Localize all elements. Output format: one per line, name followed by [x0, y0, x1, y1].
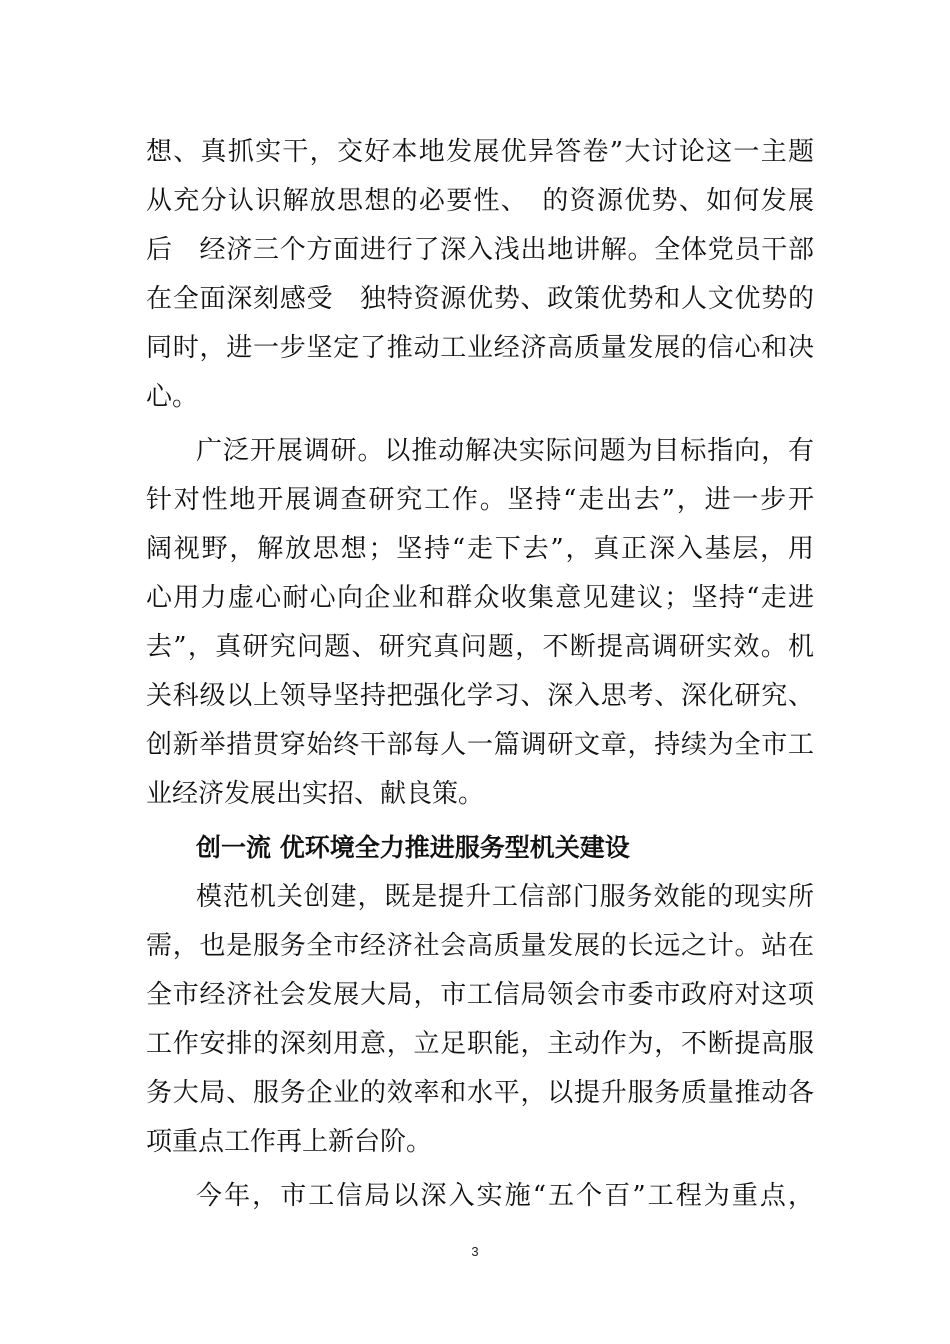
paragraph-2-line-7: 创新举措贯穿始终干部每人一篇调研文章，持续为全市工 [146, 730, 814, 760]
paragraph-1-line-5: 同时，进一步坚定了推动工业经济高质量发展的信心和决 [146, 333, 814, 363]
paragraph-2-line-1: 广泛开展调研。以推动解决实际问题为目标指向，有 [196, 436, 814, 466]
paragraph-3-line-2: 需，也是服务全市经济社会高质量发展的长远之计。站在 [146, 931, 814, 961]
paragraph-2-line-6: 关科级以上领导坚持把强化学习、深入思考、深化研究、 [146, 681, 814, 711]
paragraph-1-line-4: 在全面深刻感受 独特资源优势、政策优势和人文优势的 [146, 284, 814, 314]
paragraph-3-line-4: 工作安排的深刻用意，立足职能，主动作为，不断提高服 [146, 1029, 814, 1059]
paragraph-3-line-6: 项重点工作再上新台阶。 [146, 1127, 433, 1157]
section-heading: 创一流 优环境全力推进服务型机关建设 [196, 833, 630, 862]
paragraph-3-line-1: 模范机关创建，既是提升工信部门服务效能的现实所 [196, 882, 814, 912]
paragraph-4-line-1: 今年，市工信局以深入实施“五个百”工程为重点， [196, 1181, 814, 1211]
paragraph-1-line-3: 后 经济三个方面进行了深入浅出地讲解。全体党员干部 [146, 235, 814, 265]
paragraph-1-line-2: 从充分认识解放思想的必要性、 的资源优势、如何发展 [146, 186, 814, 216]
paragraph-3-line-3: 全市经济社会发展大局，市工信局领会市委市政府对这项 [146, 980, 814, 1010]
paragraph-1-line-6: 心。 [146, 382, 199, 412]
paragraph-1-line-1: 想、真抓实干，交好本地发展优异答卷”大讨论这一主题 [146, 137, 814, 167]
paragraph-3-line-5: 务大局、服务企业的效率和水平，以提升服务质量推动各 [146, 1078, 814, 1108]
paragraph-2-line-3: 阔视野，解放思想；坚持“走下去”，真正深入基层，用 [146, 534, 814, 564]
paragraph-2-line-2: 针对性地开展调查研究工作。坚持“走出去”，进一步开 [146, 485, 814, 515]
page-number: 3 [471, 1244, 479, 1259]
paragraph-2-line-8: 业经济发展出实招、献良策。 [146, 779, 485, 809]
paragraph-2-line-5: 去”，真研究问题、研究真问题，不断提高调研实效。机 [146, 632, 814, 662]
paragraph-2-line-4: 心用力虚心耐心向企业和群众收集意见建议；坚持“走进 [146, 583, 814, 613]
